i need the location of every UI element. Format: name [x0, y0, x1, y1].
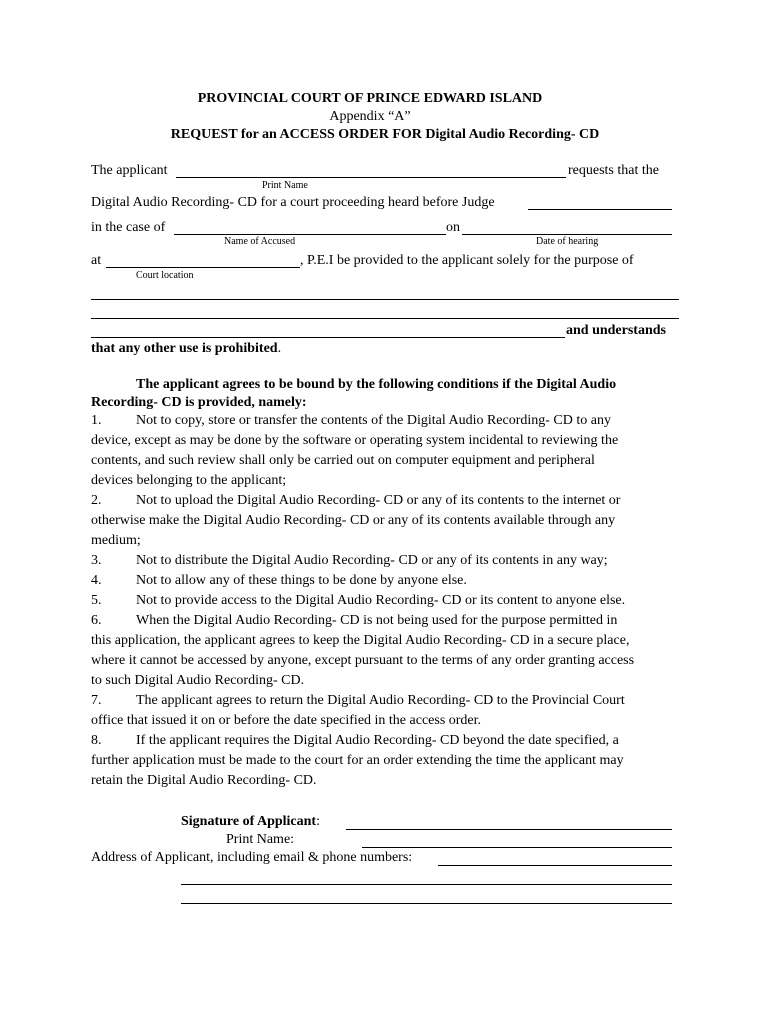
condition-text-continued: contents, and such review shall only be carried out on computer equipment and peripheral [91, 453, 595, 468]
condition-text: When the Digital Audio Recording- CD is not being used for the purpose permitted in [136, 613, 618, 628]
appendix-label: Appendix “A” [329, 109, 411, 124]
prohibited-statement [91, 340, 281, 358]
signature-label [181, 813, 320, 831]
judge-name-line[interactable] [528, 209, 672, 210]
applicant-prefix: The applicant [91, 163, 168, 178]
signature-colon: : [316, 814, 320, 829]
condition-number: 7. [91, 693, 102, 708]
condition-number: 4. [91, 573, 102, 588]
signature-line[interactable] [346, 829, 672, 830]
date-caption: Date of hearing [536, 236, 599, 247]
condition-text: The applicant agrees to return the Digital Audio Recording- CD to the Provincial Court [136, 693, 625, 708]
condition-text-continued: further application must be made to the court for an order extending the time the applicant may [91, 753, 624, 768]
location-caption: Court location [136, 270, 194, 281]
condition-text-continued: where it cannot be accessed by anyone, except pursuant to the terms of any order granting access [91, 653, 635, 668]
condition-text: If the applicant requires the Digital Audio Recording- CD beyond the date specified, a [136, 733, 619, 748]
court-name: PROVINCIAL COURT OF PRINCE EDWARD ISLAND [197, 91, 543, 106]
understands-text: and understands [566, 323, 666, 338]
condition-number: 3. [91, 553, 102, 568]
condition-text-continued: office that issued it on or before the date specified in the access order. [91, 713, 482, 728]
condition-text-continued: this application, the applicant agrees to keep the Digital Audio Recording- CD in a secure place, [91, 633, 630, 648]
address-label: Address of Applicant, including email & phone numbers: [91, 850, 413, 865]
condition-text: Not to copy, store or transfer the contents of the Digital Audio Recording- CD to any [136, 413, 611, 428]
pei-text: , P.E.I be provided to the applicant solely for the purpose of [300, 253, 634, 268]
condition-text-continued: retain the Digital Audio Recording- CD. [91, 773, 317, 788]
address-line-3[interactable] [181, 903, 672, 904]
condition-text-continued: to such Digital Audio Recording- CD. [91, 673, 305, 688]
condition-number: 8. [91, 733, 102, 748]
applicant-name-line[interactable] [176, 177, 566, 178]
prohibited-period: . [277, 341, 282, 356]
accused-name-line[interactable] [174, 234, 446, 235]
hearing-date-line[interactable] [462, 234, 672, 235]
at-label: at [91, 253, 102, 268]
condition-text: Not to allow any of these things to be done by anyone else. [136, 573, 467, 588]
accused-caption: Name of Accused [224, 236, 296, 247]
purpose-line-3[interactable] [91, 337, 565, 338]
applicant-suffix: requests that the [568, 163, 659, 178]
form-title: REQUEST for an ACCESS ORDER FOR Digital Audio Recording- CD [170, 127, 600, 142]
print-name-line[interactable] [362, 847, 672, 848]
purpose-line-1[interactable] [91, 299, 679, 300]
condition-text: Not to distribute the Digital Audio Recording- CD or any of its contents in any way; [136, 553, 608, 568]
print-name-label: Print Name: [226, 832, 295, 847]
condition-text-continued: devices belonging to the applicant; [91, 473, 287, 488]
court-location-line[interactable] [106, 267, 300, 268]
condition-text: Not to provide access to the Digital Audio Recording- CD or its content to anyone else. [136, 593, 626, 608]
condition-number: 5. [91, 593, 102, 608]
condition-number: 1. [91, 413, 102, 428]
address-line-2[interactable] [181, 884, 672, 885]
judge-line-text: Digital Audio Recording- CD for a court proceeding heard before Judge [91, 195, 495, 210]
signature-label-text: Signature of Applicant [181, 814, 317, 829]
condition-text-continued: device, except as may be done by the software or operating system incidental to reviewing the [91, 433, 619, 448]
on-label: on [446, 220, 460, 235]
conditions-intro-line2: Recording- CD is provided, namely: [91, 395, 307, 410]
address-line-1[interactable] [438, 865, 672, 866]
condition-number: 6. [91, 613, 102, 628]
prohibited-bold: that any other use is prohibited [91, 341, 278, 356]
condition-text-continued: otherwise make the Digital Audio Recording- CD or any of its contents available through any [91, 513, 616, 528]
print-name-caption: Print Name [262, 180, 308, 191]
condition-text: Not to upload the Digital Audio Recording- CD or any of its contents to the internet or [136, 493, 621, 508]
conditions-intro-line1: The applicant agrees to be bound by the following conditions if the Digital Audio [136, 377, 617, 392]
purpose-line-2[interactable] [91, 318, 679, 319]
case-prefix: in the case of [91, 220, 166, 235]
condition-number: 2. [91, 493, 102, 508]
condition-text-continued: medium; [91, 533, 141, 548]
